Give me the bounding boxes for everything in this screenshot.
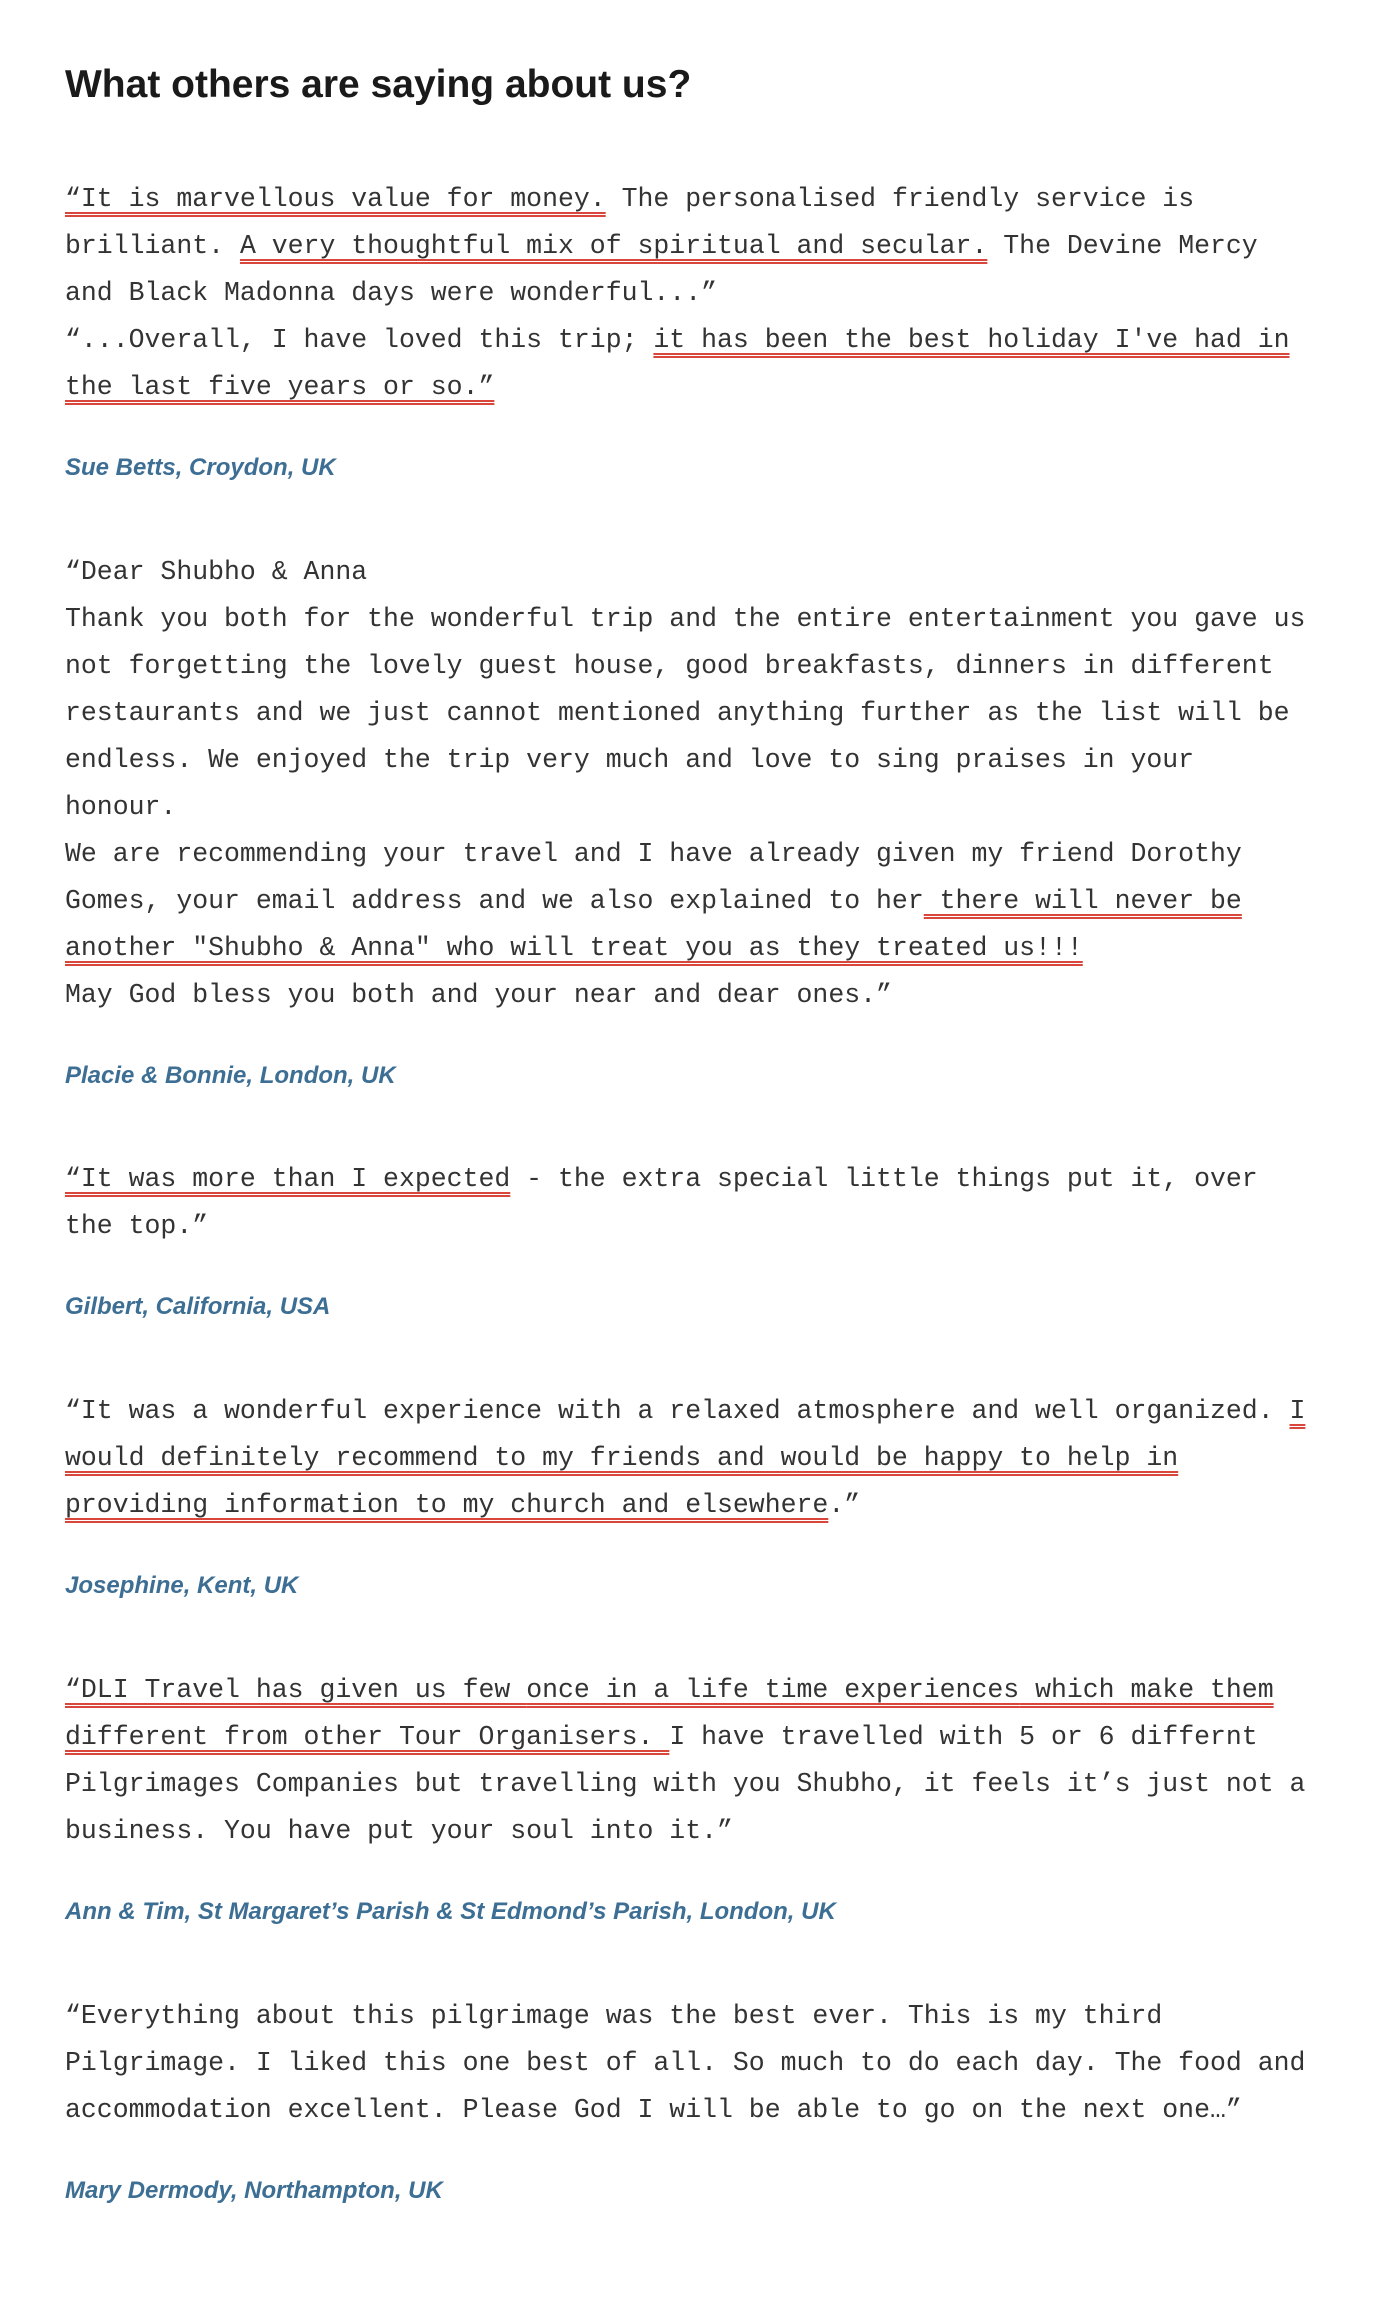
- highlighted-text: would definitely recommend to my friends and would be happy to help in: [65, 1443, 1179, 1474]
- quote-text: - the extra special little things put it, over: [510, 1164, 1258, 1195]
- testimonial: [65, 1156, 1365, 1322]
- highlighted-text: it has been the best holiday I've had in: [653, 324, 1290, 355]
- quote-line: [65, 784, 1365, 831]
- testimonial: [65, 1388, 1365, 1601]
- testimonial-author: Ann & Tim, St Margaret’s Parish & St Edmond’s Parish, London, UK: [65, 1897, 836, 1925]
- quote-text: not forgetting the lovely guest house, good breakfasts, dinners in different: [65, 650, 1274, 681]
- quote-line: [65, 1993, 1365, 2040]
- quote-line: [65, 690, 1365, 737]
- quote-line: [65, 223, 1365, 270]
- quote-text: The Devine Mercy: [987, 230, 1258, 261]
- testimonials-page: [65, 62, 1365, 2272]
- quote-line: [65, 1388, 1365, 1435]
- quote-line: [65, 596, 1365, 643]
- quote-line: [65, 2087, 1365, 2134]
- testimonial: [65, 1993, 1365, 2206]
- highlighted-text: I: [1289, 1396, 1306, 1427]
- testimonial-quote: [65, 1388, 1365, 1529]
- quote-line: [65, 364, 1365, 411]
- quote-text: May God bless you both and your near and dear ones.”: [65, 979, 892, 1010]
- testimonial: [65, 176, 1365, 483]
- quote-line: [65, 925, 1365, 972]
- testimonial-quote: [65, 1667, 1365, 1855]
- highlighted-text: the last five years or so.”: [65, 371, 495, 402]
- quote-text: Pilgrimages Companies but travelling with you Shubho, it feels it’s just not a: [65, 1768, 1306, 1799]
- quote-text: “Everything about this pilgrimage was the best ever. This is my third: [65, 2000, 1163, 2031]
- testimonial-list: [65, 176, 1365, 2206]
- quote-line: [65, 1714, 1365, 1761]
- quote-text: brilliant.: [65, 230, 240, 261]
- testimonial-author: Gilbert, California, USA: [65, 1293, 331, 1321]
- quote-text: business. You have put your soul into it.”: [65, 1815, 733, 1846]
- testimonial-author: Placie & Bonnie, London, UK: [65, 1061, 396, 1089]
- highlighted-text: once in a life time experiences: [526, 1674, 1020, 1705]
- quote-text: Gomes, your email address and we also explained to her: [65, 885, 924, 916]
- highlighted-text: another "Shubho & Anna" who will treat you as they treated us!!!: [65, 932, 1083, 963]
- quote-text: We are recommending your travel and I have already given my friend Dorothy: [65, 838, 1242, 869]
- testimonial-quote: [65, 176, 1365, 411]
- quote-text: and Black Madonna days were wonderful...”: [65, 277, 718, 308]
- quote-text: Thank you both for the wonderful trip and the entire entertainment you gave us: [65, 603, 1306, 634]
- quote-line: [65, 878, 1365, 925]
- quote-line: [65, 176, 1365, 223]
- page-title: What others are saying about us?: [65, 63, 692, 106]
- quote-text: accommodation excellent. Please God I will be able to go on the next one…”: [65, 2094, 1242, 2125]
- quote-text: The personalised friendly service is: [605, 183, 1195, 214]
- quote-text: Pilgrimage. I liked this one best of all. So much to do each day. The food and: [65, 2047, 1306, 2078]
- quote-line: [65, 737, 1365, 784]
- quote-line: [65, 1482, 1365, 1529]
- highlighted-text: there will never be: [923, 885, 1242, 916]
- testimonial: [65, 1667, 1365, 1927]
- highlighted-text: “DLI Travel has given us few: [65, 1674, 527, 1705]
- quote-line: [65, 1667, 1365, 1714]
- quote-line: [65, 1761, 1365, 1808]
- quote-line: [65, 1435, 1365, 1482]
- quote-line: [65, 317, 1365, 364]
- quote-line: [65, 972, 1365, 1019]
- quote-line: [65, 549, 1365, 596]
- highlighted-text: different from other Tour Organisers.: [65, 1721, 670, 1752]
- quote-text: the top.”: [65, 1211, 209, 1242]
- quote-text: “It was a wonderful experience with a relaxed atmosphere and well organized.: [65, 1396, 1290, 1427]
- quote-text: I have travelled with 5 or 6 differnt: [669, 1721, 1258, 1752]
- testimonial-quote: [65, 1993, 1365, 2134]
- testimonial-quote: [65, 1156, 1365, 1250]
- quote-line: [65, 1203, 1365, 1250]
- quote-line: [65, 643, 1365, 690]
- testimonial: [65, 549, 1365, 1091]
- quote-line: [65, 1808, 1365, 1855]
- highlighted-text: which make them: [1019, 1674, 1274, 1705]
- highlighted-text: A very thoughtful mix of spiritual and secular.: [239, 230, 988, 261]
- quote-text: “...Overall, I have loved this trip;: [65, 324, 654, 355]
- quote-text: endless. We enjoyed the trip very much and love to sing praises in your: [65, 744, 1195, 775]
- quote-line: [65, 2040, 1365, 2087]
- quote-text: .”: [828, 1490, 861, 1521]
- highlighted-text: providing information to my church and elsewhere: [65, 1490, 829, 1521]
- testimonial-author: Mary Dermody, Northampton, UK: [65, 2176, 443, 2204]
- quote-line: [65, 831, 1365, 878]
- quote-line: [65, 270, 1365, 317]
- quote-text: restaurants and we just cannot mentioned anything further as the list will be: [65, 697, 1290, 728]
- testimonial-author: Josephine, Kent, UK: [65, 1572, 299, 1600]
- quote-text: honour.: [65, 791, 177, 822]
- testimonial-author: Sue Betts, Croydon, UK: [65, 453, 336, 481]
- testimonial-quote: [65, 549, 1365, 1019]
- quote-text: “Dear Shubho & Anna: [65, 556, 368, 587]
- highlighted-text: “It is marvellous value for money.: [65, 183, 606, 214]
- highlighted-text: “It was more than I expected: [65, 1164, 511, 1195]
- quote-line: [65, 1156, 1365, 1203]
